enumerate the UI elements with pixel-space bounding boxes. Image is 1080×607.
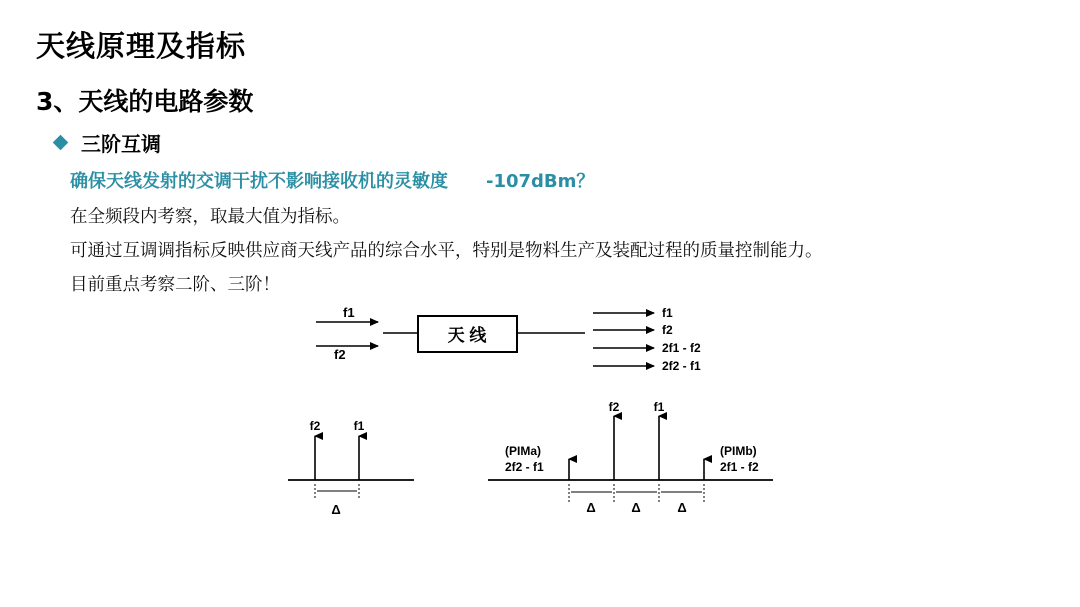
- right-delta-1: Δ: [586, 500, 596, 515]
- highlight-text: 确保天线发射的交调干扰不影响接收机的灵敏度: [70, 171, 448, 192]
- left-delta: Δ: [331, 502, 341, 517]
- right-delta-2: Δ: [631, 500, 641, 515]
- input-label-f1: f1: [343, 305, 355, 320]
- pima-freq: 2f2 - f1: [505, 460, 544, 474]
- section-title: 3、天线的电路参数: [36, 87, 254, 116]
- right-label-f1: f1: [653, 400, 665, 414]
- output-label-2: f2: [662, 323, 673, 337]
- antenna-block-label: 天 线: [447, 326, 487, 345]
- right-delta-3: Δ: [677, 500, 687, 515]
- pima-label: (PIMa): [505, 444, 541, 458]
- pimb-freq: 2f1 - f2: [720, 460, 759, 474]
- page-title: 天线原理及指标: [36, 29, 247, 63]
- bullet-heading: 三阶互调: [81, 132, 161, 156]
- body-line-3: 目前重点考察二阶、三阶！: [70, 275, 280, 295]
- output-label-1: f1: [662, 306, 673, 320]
- left-label-f1: f1: [353, 419, 365, 433]
- body-line-1: 在全频段内考察，取最大值为指标。: [70, 207, 350, 227]
- left-label-f2: f2: [309, 419, 321, 433]
- left-spectrum: [288, 419, 414, 517]
- block-diagram: [316, 305, 701, 373]
- right-label-f2: f2: [608, 400, 620, 414]
- output-label-3: 2f1 - f2: [662, 341, 701, 355]
- output-label-4: 2f2 - f1: [662, 359, 701, 373]
- body-line-2: 可通过互调调指标反映供应商天线产品的综合水平，特别是物料生产及装配过程的质量控制能力。: [70, 241, 823, 261]
- input-label-f2: f2: [334, 347, 346, 362]
- right-spectrum: [488, 400, 773, 515]
- sensitivity-value: -107dBm？: [486, 171, 595, 192]
- pimb-label: (PIMb): [720, 444, 757, 458]
